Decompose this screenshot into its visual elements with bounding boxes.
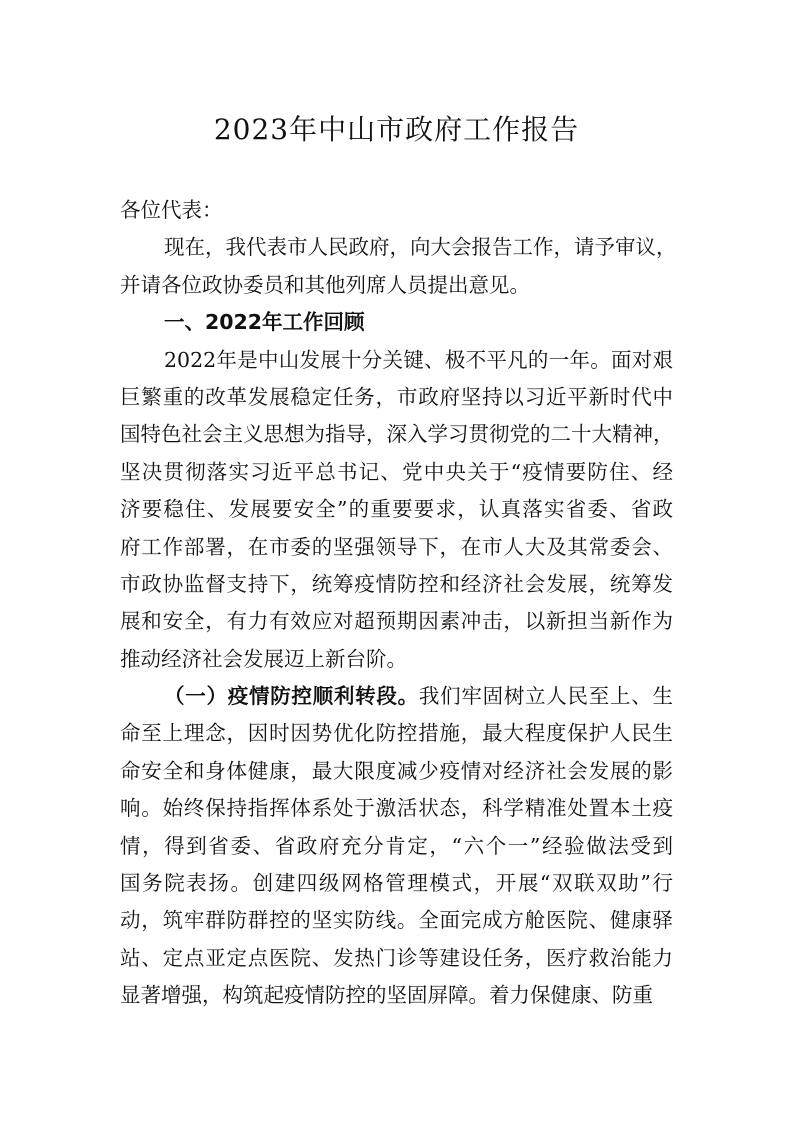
paragraph-line: 市政协监督支持下，统筹疫情防控和经济社会发展，统筹发 bbox=[120, 571, 673, 596]
paragraph-line: 巨繁重的改革发展稳定任务，市政府坚持以习近平新时代中 bbox=[120, 384, 673, 409]
paragraph-line: 并请各位政协委员和其他列席人员提出意见。 bbox=[120, 272, 530, 297]
paragraph-line: 显著增强，构筑起疫情防控的坚固屏障。着力保健康、防重 bbox=[120, 983, 653, 1008]
paragraph-line: 2022年是中山发展十分关键、极不平凡的一年。面对艰 bbox=[164, 347, 673, 372]
section-heading: 一、2022年工作回顾 bbox=[164, 310, 365, 335]
paragraph-line: 济要稳住、发展要安全”的重要要求，认真落实省委、省政 bbox=[120, 497, 673, 522]
paragraph-line: 展和安全，有力有效应对超预期因素冲击，以新担当新作为 bbox=[120, 609, 673, 634]
paragraph-line: 动，筑牢群防群控的坚实防线。全面完成方舱医院、健康驿 bbox=[120, 908, 673, 933]
paragraph-line: 命至上理念，因时因势优化防控措施，最大程度保护人民生 bbox=[120, 721, 673, 746]
document-body bbox=[120, 192, 677, 1015]
paragraph-line: 府工作部署，在市委的坚强领导下，在市人大及其常委会、 bbox=[120, 534, 673, 559]
paragraph-line: 响。始终保持指挥体系处于激活状态，科学精准处置本土疫 bbox=[120, 796, 673, 821]
paragraph-line: 推动经济社会发展迈上新台阶。 bbox=[120, 646, 407, 671]
paragraph-line: 命安全和身体健康，最大限度减少疫情对经济社会发展的影 bbox=[120, 758, 673, 783]
paragraph-line: 坚决贯彻落实习近平总书记、党中央关于“疫情要防住、经 bbox=[120, 459, 673, 484]
paragraph-line bbox=[120, 678, 673, 715]
line-text: 我们牢固树立人民至上、生 bbox=[418, 684, 674, 709]
document-title: 2023年中山市政府工作报告 bbox=[213, 113, 580, 146]
paragraph-line: 国务院表扬。创建四级网格管理模式，开展“双联双助”行 bbox=[120, 871, 673, 896]
paragraph-line: 现在，我代表市人民政府，向大会报告工作，请予审议， bbox=[164, 235, 677, 260]
paragraph-line: 情，得到省委、省政府充分肯定，“六个一”经验做法受到 bbox=[120, 833, 673, 858]
subsection-lead: （一）疫情防控顺利转段。 bbox=[164, 684, 419, 709]
salutation: 各位代表： bbox=[120, 198, 223, 222]
paragraph-line: 国特色社会主义思想为指导，深入学习贯彻党的二十大精神， bbox=[120, 422, 674, 447]
paragraph-line: 站、定点亚定点医院、发热门诊等建设任务，医疗救治能力 bbox=[120, 945, 673, 970]
